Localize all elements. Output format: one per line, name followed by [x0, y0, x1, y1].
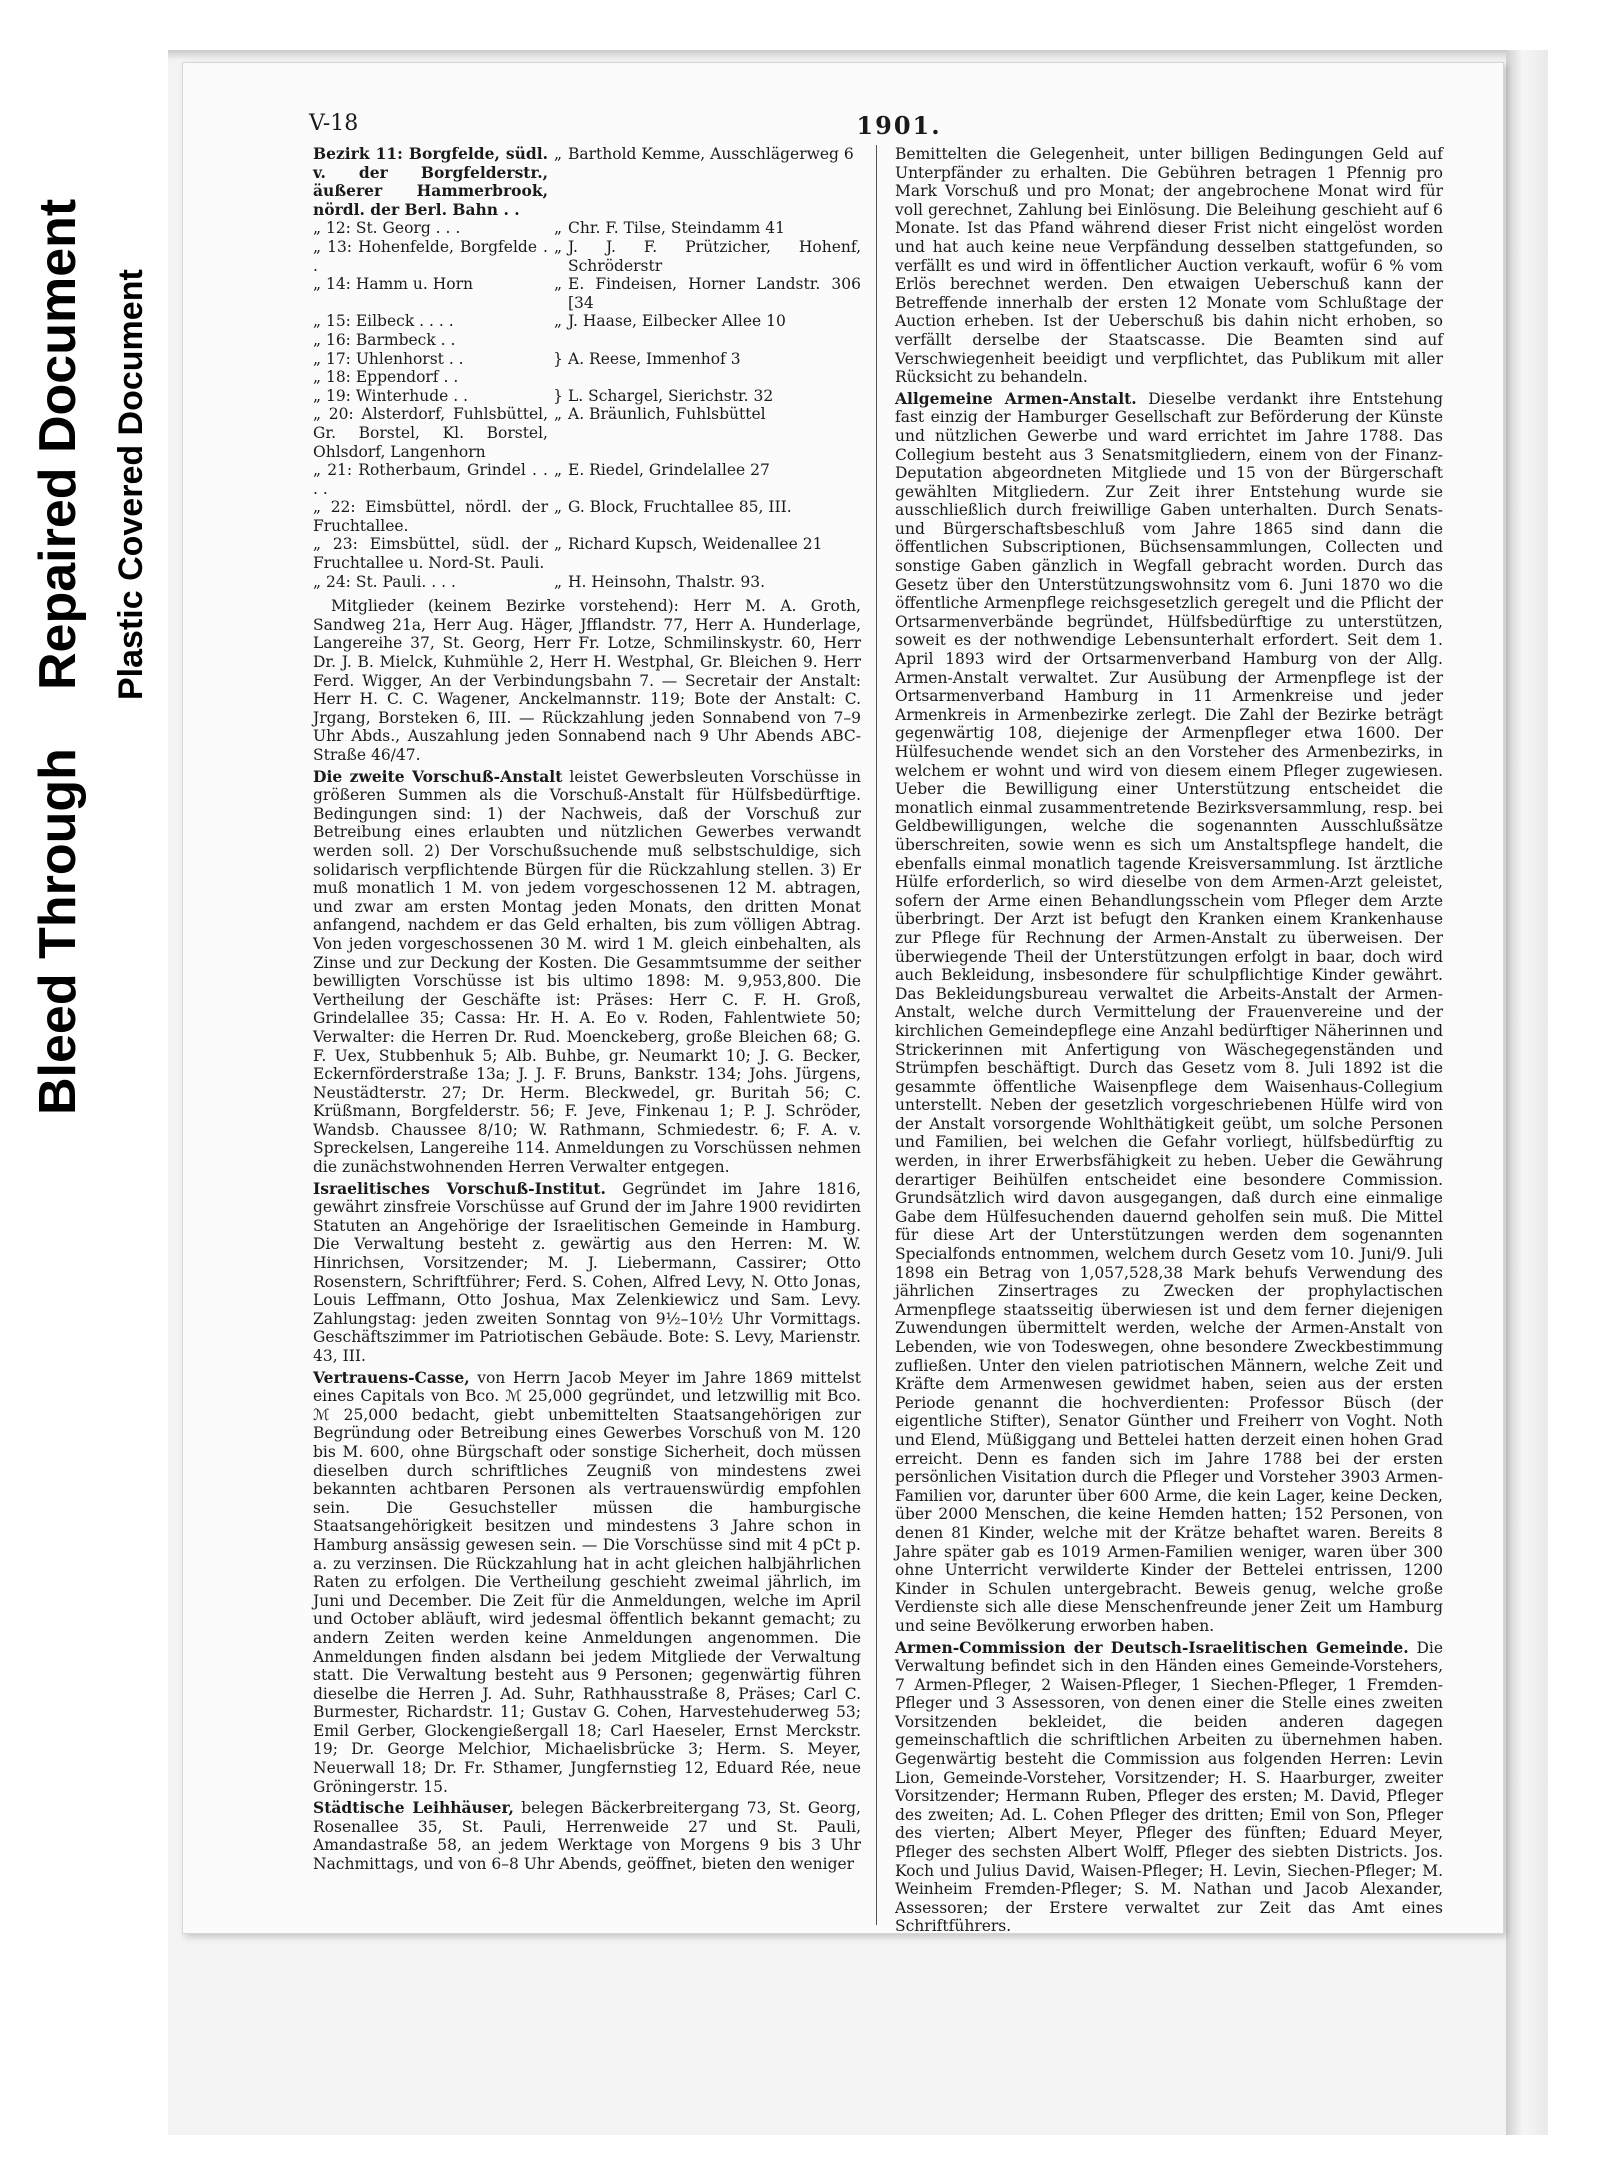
zweite-vorschuss-title: Die zweite Vorschuß-Anstalt	[313, 766, 563, 786]
bezirk-district: „ 13: Hohenfelde, Borgfelde . .	[313, 237, 548, 275]
scan-edge	[1506, 50, 1548, 2135]
scan-shadow	[168, 50, 1548, 60]
leihhaeuser-continued: Bemittelten die Gelegenheit, unter billigen Bedingungen Geld auf Unterpfänder zu erhalten. Die Gebühren betragen 1 Pfennig pro Mark Vorschuß und pro Monat; der angebrochene Monat wird für voll gerechnet, Zahlung bei Einlösung. Die Beleihung geschieht auf 6 Monate. Ist das Pfand während dieser Frist nicht eingelöst worden und hat auch keine neue Verpfändung desselben stattgefunden, so verfällt es und wird in öffentlicher Auction verkauft, wofür 6 % vom Erlös berechnet werden. Den etwaigen Ueberschuß kann der Betreffende innerhalb der ersten 12 Monate vom Schlußtage der Auction erheben. Ist der Ueberschuß bis dahin nicht erhoben, so verfällt derselbe der Staatscasse. Die Beamten sind auf Verschwiegenheit beeidigt und verpflichtet, das Publikum mit aller Rücksicht zu behandeln.	[895, 145, 1443, 387]
bezirk-row	[313, 275, 861, 312]
side-labels	[0, 0, 175, 1120]
bezirk-row	[313, 498, 861, 535]
mitglieder-paragraph: Mitglieder (keinem Bezirke vorstehend): Herr M. A. Groth, Sandweg 21a, Herr Aug. Häger, Jfflandstr. 77, Herr A. Hunderlage, Langereihe 37, St. Georg, Herr Fr. Lotze, Schmilinskystr. 60, Herr Dr. J. B. Mielck, Kuhmühle 2, Herr H. Westphal, Gr. Bleichen 9. Herr Ferd. Wigger, An der Verbindungsbahn 7. — Secretair der Anstalt: Herr H. C. C. Wagener, Anckelmannstr. 119; Bote der Anstalt: C. Jrgang, Borsteken 6, III. — Rückzahlung jeden Sonnabend von 7–9 Uhr Abds., Auszahlung jeden Sonnabend nach 9 Uhr Abends ABC-Straße 46/47.	[313, 597, 861, 764]
bezirk-district: „ 19: Winterhude . .	[313, 386, 469, 405]
bezirk-row	[313, 405, 861, 461]
bezirk-vorsteher: Richard Kupsch, Weidenallee 21	[568, 535, 823, 554]
bezirk-row	[313, 331, 861, 350]
bezirk-district: „ 22: Eimsbüttel, nördl. der Fruchtallee.	[313, 498, 548, 535]
bezirk-mark: „	[553, 312, 563, 331]
bezirk-mark: „	[553, 405, 563, 424]
bezirk-district: „ 20: Alsterdorf, Fuhlsbüttel, Gr. Borstel, Kl. Borstel, Ohlsdorf, Langenhorn	[313, 405, 548, 461]
bezirk-vorsteher: J. Haase, Eilbecker Allee 10	[568, 312, 786, 331]
israel-vorschuss-text: Gegründet im Jahre 1816, gewährt zinsfreie Vorschüsse auf Grund der im Jahre 1900 revidirten Statuten an Angehörige der Israelitischen Gemeinde in Hamburg. Die Verwaltung besteht z. gewärtig aus den Herren: M. W. Hinrichsen, Vorsitzender; M. J. Liebermann, Cassirer; Otto Rosenstern, Schriftführer; Ferd. S. Cohen, Alfred Levy, N. Otto Jonas, Louis Leffmann, Otto Joshua, Max Zelenkiewicz und Sam. Levy. Zahlungstag: jeden zweiten Sonntag von 9½–10½ Uhr Vormittags. Geschäftszimmer im Patriotischen Gebäude. Bote: S. Levy, Marienstr. 43, III.	[313, 1179, 861, 1365]
vertrauens-casse-title: Vertrauens-Casse,	[313, 1367, 470, 1387]
bezirk-vorsteher: G. Block, Fruchtallee 85, III.	[568, 498, 792, 517]
armen-commission-title: Armen-Commission der Deutsch-Israelitischen Gemeinde.	[895, 1637, 1409, 1657]
bezirk-row	[313, 219, 861, 238]
bezirk-district: „ 18: Eppendorf . .	[313, 368, 459, 387]
bezirk-row	[313, 573, 861, 592]
bezirk-row	[313, 461, 861, 498]
bezirk-vorsteher: E. Findeisen, Horner Landstr. 306 [34	[568, 275, 861, 312]
bezirk-row	[313, 368, 861, 387]
bezirk-vorsteher: E. Riedel, Grindelallee 27	[568, 461, 770, 480]
page-header	[309, 111, 1489, 141]
armen-commission-text: Die Verwaltung befindet sich in den Händen eines Gemeinde-Vorstehers, 7 Armen-Pfleger, 2 Waisen-Pfleger, 1 Siechen-Pfleger, 1 Fremden-Pfleger und 3 Assessoren, von denen einer die Stelle eines zweiten Vorsitzenden bekleidet, die beiden anderen dagegen gemeinschaftlich die schriftlichen Arbeiten zu übernehmen haben. Gegenwärtig besteht die Commission aus folgenden Herren: Levin Lion, Gemeinde-Vorsteher, Vorsitzender; H. S. Haarburger, zweiter Vorsitzender; Hermann Ruben, Pfleger des ersten; M. David, Pfleger des zweiten; Ad. L. Cohen Pfleger des dritten; Emil von Son, Pfleger des vierten; Albert Meyer, Pfleger des fünften; Eduard Meyer, Pfleger des sechsten Albert Wolff, Pfleger des siebten Districts. Jos. Koch und Julius David, Waisen-Pfleger; H. Levin, Siechen-Pfleger; M. Weinheim Fremden-Pfleger; S. M. Nathan und Jacob Alexander, Assessoren; der Erstere verwaltet zur Zeit das Amt eines Schriftführers.	[895, 1638, 1443, 1936]
bezirk-district: „ 15: Eilbeck . . . .	[313, 312, 454, 331]
page-year: 1901.	[856, 111, 942, 140]
bezirk-row	[313, 350, 861, 369]
label-plastic-covered: Plastic Covered Document	[112, 269, 150, 700]
bezirk-row	[313, 145, 861, 219]
bezirk-district: „ 17: Uhlenhorst . .	[313, 349, 464, 368]
bezirk-vorsteher: H. Heinsohn, Thalstr. 93.	[568, 572, 766, 591]
bezirk-mark: „	[553, 461, 563, 480]
bezirk-vorsteher: A. Reese, Immenhof 3	[568, 349, 741, 368]
armen-anstalt-text: Dieselbe verdankt ihre Entstehung fast einzig der Hamburger Gesellschaft zur Beförderung der Künste und nützlichen Gewerbe und ward errichtet im Jahre 1788. Das Collegium besteht aus 3 Senatsmitgliedern, einem von der Finanz-Deputation abgeordneten Mitgliede und 15 von der Bürgerschaft gewählten Mitgliedern. Zur Zeit ihrer Entstehung wurde sie ausschließlich durch freiwillige Gaben unterhalten. Durch Senats- und Bürgerschaftsbeschluß vom Jahre 1865 sind dann die öffentlichen Subscriptionen, Büchsensammlungen, Collecten und sonstige Gaben gänzlich in Wegfall gebracht worden. Durch das Gesetz über den Unterstützungswohnsitz vom 6. Juni 1870 wo die öffentliche Armenpflege reichsgesetzlich geregelt und die Pflicht der Ortsarmenverbände begründet, Hülfsbedürftige zu unterstützen, soweit es der nothwendige Lebensunterhalt erfordert. Seit dem 1. April 1893 wird der Ortsarmenverband Hamburg von der Allg. Armen-Anstalt verwaltet. Zur Ausübung der Armenpflege ist der Ortsarmenverband Hamburg in 11 Armenkreise und jeder Armenkreis in Armenbezirke zerlegt. Die Zahl der Bezirke beträgt gegenwärtig 108, diejenige der Armenpfleger etwa 1600. Der Hülfesuchende wendet sich an den Vorsteher des Armenbezirks, in welchem er wohnt und wird von diesem einem Pfleger zugewiesen. Ueber die Bewilligung einer Unterstützung entscheidet die monatlich einmal zusammentretende Bezirksversammlung, resp. bei Geldbewilligungen, welche die sogenannten Ausschlußsätze überschreiten, sowie wenn es sich um Anstaltspflege handelt, die ebenfalls einmal monatlich tagende Kreisversammlung. Ist ärztliche Hülfe erforderlich, so wird dieselbe von dem Armen-Arzt geleistet, sofern der Arme einen Behandlungsschein vom Pfleger dem Arzte überbringt. Der Arzt ist befugt den Kranken einem Krankenhause zur Pflege für Rechnung der Armen-Anstalt zu überweisen. Der überwiegende Theil der Unterstützungen erfolgt in baar, doch wird auch Bekleidung, insbesondere für schulpflichtige Kinder gewährt. Das Bekleidungsbureau verwaltet die Arbeits-Anstalt der Armen-Anstalt, welche durch Vermittelung der Frauenvereine und der kirchlichen Gemeindepflege eine Anzahl bedürftiger Näherinnen und Strickerinnen mit Anfertigung von Wäschegegenständen und Strümpfen beschäftigt. Durch das Gesetz vom 8. Juli 1892 ist die gesammte öffentliche Waisenpflege dem Waisenhaus-Collegium unterstellt. Neben der gesetzlich vorgeschriebenen Hülfe wird von der Anstalt vorsorgende Wohlthätigkeit geübt, um solche Personen und Familien, bei welchen die Gefahr vorliegt, hülfsbedürftig zu werden, in ihrer Erwerbsfähigkeit zu heben. Ueber die Gewährung derartiger Beihülfen entscheidet eine besondere Commission. Grundsätzlich wird davon ausgegangen, daß durch eine einmalige Gabe dem Hülfesuchenden dauernd geholfen sein muß. Die Mittel für diese Art der Unterstützungen werden dem sogenannten Specialfonds entnommen, welchem durch Gesetz vom 10. Juni/9. Juli 1898 ein Betrag von 1,057,528,38 Mark behufs Verwendung des jährlichen Zinsertrages zu Zwecken der prophylactischen Armenpflege staatsseitig überwiesen ist und dem ferner diejenigen Zuwendungen übermittelt werden, welche der Armen-Anstalt von Lebenden, wie von Todeswegen, ohne besondere Zweckbestimmung zufließen. Unter den vielen patriotischen Männern, welche Zeit und Kräfte dem Armenwesen gewidmet haben, seien aus der ersten Periode genannt die hochverdienten: Professor Büsch (der eigentliche Stifter), Senator Günther und Freiherr von Voght. Noth und Elend, Müßiggang und Bettelei hatten derzeit einen hohen Grad erreicht. Denn es fanden sich im Jahre 1788 bei der ersten persönlichen Visitation durch die Pfleger und Vorsteher 3903 Armen-Familien vor, darunter über 600 Arme, die kein Lager, keine Decken, über 2000 Menschen, die keine Hemden hatten; 152 Personen, von denen 81 Kinder, welche mit der Krätze behaftet waren. Bereits 8 Jahre später gab es 1019 Armen-Familien weniger, waren über 300 ohne Unterricht verwilderte Kinder der Bettelei entrissen, 1200 Kinder in Schulen untergebracht. Beweis genug, welche große Verdienste sich alle diese Menschenfreunde jener Zeit um Hamburg und seine Bevölkerung erworben haben.	[895, 389, 1443, 1635]
page-number: V-18	[309, 111, 359, 136]
bezirk-mark: „	[553, 498, 563, 517]
leihhaeuser-title: Städtische Leihhäuser,	[313, 1798, 514, 1818]
armen-anstalt-title: Allgemeine Armen-Anstalt.	[895, 388, 1137, 408]
bezirk-mark: „	[553, 145, 563, 163]
bezirk-mark: „	[553, 237, 563, 256]
bezirk-district: Bezirk 11: Borgfelde, südl. v. der Borgfelderstr., äußerer Hammerbrook, nördl. der Berl. Bahn . .	[313, 144, 548, 219]
left-column	[313, 145, 861, 1877]
bezirk-mark: }	[553, 386, 563, 405]
bezirk-district: „ 24: St. Pauli. . . .	[313, 572, 456, 591]
bezirk-mark: „	[553, 572, 563, 591]
leihhaeuser-text: belegen Bäckerbreitergang 73, St. Georg, Rosenallee 35, St. Pauli, Herrenweide 27 und St. Pauli, Amandastraße 58, an jedem Werktage von Morgens 9 bis 3 Uhr Nachmittags, und von 6–8 Uhr Abends, geöffnet, bieten den weniger	[313, 1799, 861, 1874]
bezirk-district: „ 21: Rotherbaum, Grindel . . . .	[313, 461, 548, 498]
zweite-vorschuss-text: leistet Gewerbsleuten Vorschüsse in größeren Summen als die Vorschuß-Anstalt für Hülfsbedürftige. Bedingungen sind: 1) der Nachweis, daß der Vorschuß zur Betreibung eines erlaubten und nützlichen Gewerbes verwandt werden soll. 2) Der Vorschußsuchende muß selbstschuldige, sich solidarisch verpflichtende Bürgen für die Rückzahlung stellen. 3) Er muß monatlich 1 M. von jedem vorgeschossenen 12 M. abtragen, und zwar am ersten Montag jeden Monats, den dritten Monat anfangend, nachdem er das Geld erhalten, bis zum völligen Abtrag. Von jeden vorgeschossenen 30 M. wird 1 M. gleich einbehalten, als Zinse und zur Deckung der Kosten. Die Gesammtsumme der seither bewilligten Vorschüsse ist bis ultimo 1898: M. 9,953,800. Die Vertheilung der Geschäfte ist: Präses: Herr C. F. H. Groß, Grindelallee 35; Cassa: Hr. H. A. Eo v. Roden, Fahlentwiete 50; Verwalter: die Herren Dr. Rud. Moenckeberg, große Bleichen 68; G. F. Uex, Stubbenhuk 5; Alb. Buhbe, gr. Neumarkt 10; J. G. Becker, Eckernförderstraße 13a; J. J. F. Bruns, Bankstr. 134; Johs. Jürgens, Neustädterstr. 27; Dr. Herm. Bleckwedel, gr. Buritah 56; C. Krüßmann, Borgfelderstr. 56; F. Jeve, Finkenau 1; P. J. Schröder, Wandsb. Chaussee 8/10; W. Rathmann, Schmiedestr. 6; F. A. v. Spreckelsen, Langereihe 114. Anmeldungen zu Vorschüssen nehmen die zunächstwohnenden Herren Verwalter entgegen.	[313, 767, 861, 1177]
bezirk-vorsteher: A. Bräunlich, Fuhlsbüttel	[568, 405, 766, 424]
bezirk-district: „ 23: Eimsbüttel, südl. der Fruchtallee u. Nord-St. Pauli.	[313, 535, 548, 573]
right-column	[895, 145, 1443, 1939]
bezirk-mark: „	[553, 219, 563, 238]
bezirk-vorsteher: Chr. F. Tilse, Steindamm 41	[568, 219, 785, 238]
label-bleed-through: Bleed Through	[29, 748, 87, 1115]
bezirk-district: „ 14: Hamm u. Horn	[313, 275, 473, 294]
bezirke-list	[313, 145, 861, 591]
bezirk-district: „ 16: Barmbeck . .	[313, 330, 456, 349]
bezirk-vorsteher: L. Schargel, Sierichstr. 32	[568, 386, 774, 405]
israel-vorschuss-title: Israelitisches Vorschuß-Institut.	[313, 1178, 606, 1198]
label-repaired-document: Repaired Document	[29, 198, 87, 690]
bezirk-row	[313, 312, 861, 331]
column-divider	[876, 145, 877, 1925]
vertrauens-casse-text: von Herrn Jacob Meyer im Jahre 1869 mittelst eines Capitals von Bco. ℳ 25,000 gegründet, und letzwillig mit Bco. ℳ 25,000 bedacht, giebt unbemittelten Staatsangehörigen zur Begründung oder Betreibung eines Gewerbes Vorschuß von M. 120 bis M. 600, ohne Bürgschaft oder sonstige Sicherheit, doch müssen dieselben durch schriftliches Zeugniß von mindestens zwei bekannten achtbaren Personen als vertrauenswürdig empfohlen sein. Die Gesuchsteller müssen die hamburgische Staatsangehörigkeit besitzen und mindestens 3 Jahre schon in Hamburg ansässig gewesen sein. — Die Vorschüsse sind mit 4 pCt p. a. zu verzinsen. Die Rückzahlung hat in acht gleichen halbjährlichen Raten zu erfolgen. Die Vertheilung geschieht zweimal jährlich, im Juni und December. Die Zeit für die Anmeldungen, welche im April und October abläuft, wird jedesmal öffentlich bekannt gemacht; zu andern Zeiten werden keine Anmeldungen angenommen. Die Anmeldungen finden alsdann bei jedem Mitgliede der Verwaltung statt. Die Verwaltung besteht aus 9 Personen; gegenwärtig führen dieselbe die Herren J. Ad. Suhr, Rathhausstraße 8, Präses; Carl C. Burmester, Richardstr. 11; Gustav G. Cohen, Harvestehuderweg 53; Emil Gerber, Glockengießergall 18; Carl Haeseler, Ernst Merckstr. 19; Dr. George Melchior, Michaelisbrücke 3; Herm. S. Meyer, Neuerwall 18; Dr. Fr. Sthamer, Jungfernstieg 12, Eduard Rée, neue Gröningerstr. 15.	[313, 1368, 861, 1796]
document-page	[182, 62, 1504, 1934]
bezirk-mark: „	[553, 535, 563, 554]
bezirk-row	[313, 238, 861, 275]
bezirk-mark: }	[553, 349, 563, 368]
bezirk-vorsteher: Barthold Kemme, Ausschlägerweg 6	[568, 145, 854, 163]
bezirk-mark: „	[553, 275, 563, 294]
bezirk-vorsteher: J. J. F. Prützicher, Hohenf, Schröderstr	[568, 237, 861, 275]
bezirk-district: „ 12: St. Georg . . .	[313, 219, 461, 238]
bezirk-row	[313, 535, 861, 572]
bezirk-row	[313, 387, 861, 406]
